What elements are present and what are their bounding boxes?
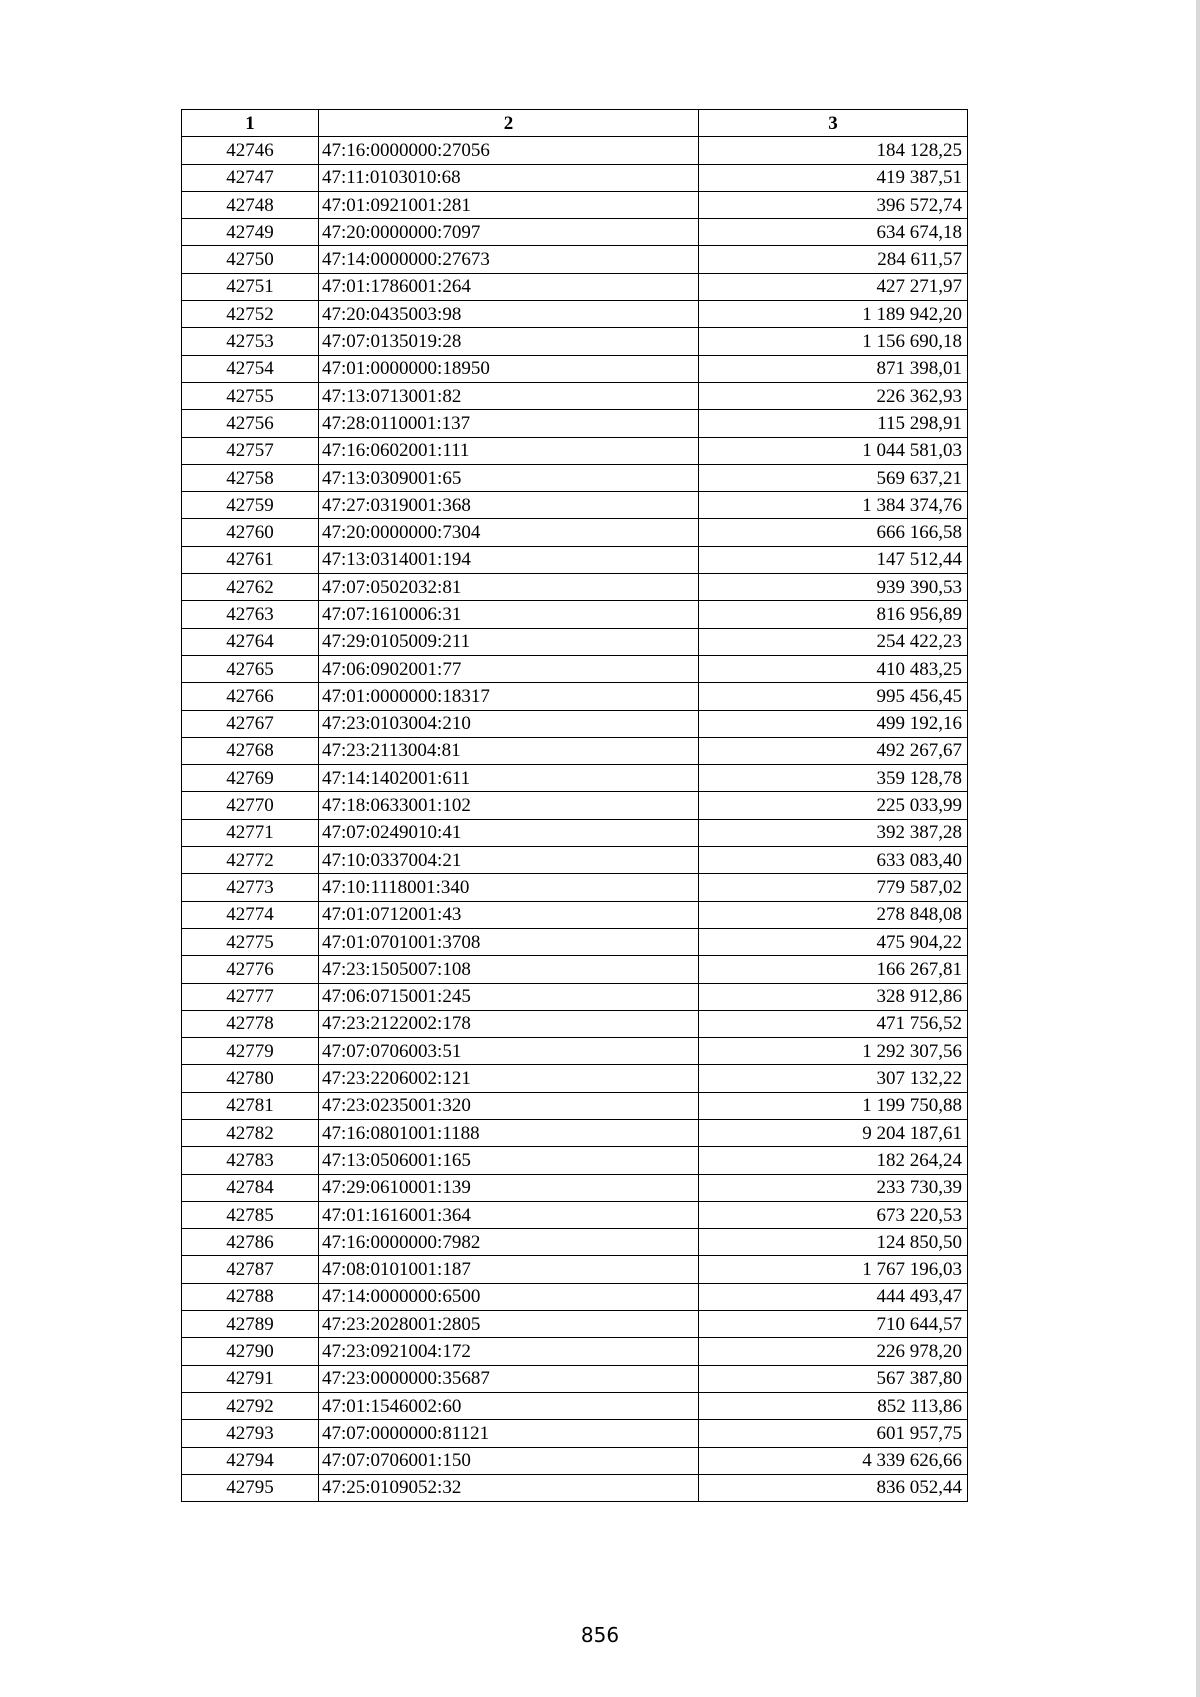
cadastral-value-cell: 1 044 581,03 (699, 437, 968, 464)
table-row (182, 492, 968, 519)
table-row (182, 765, 968, 792)
cadastral-value-cell: 567 387,80 (699, 1365, 968, 1392)
cadastral-value-cell: 444 493,47 (699, 1283, 968, 1310)
table-row (182, 983, 968, 1010)
cadastral-number-cell: 47:23:1505007:108 (319, 956, 699, 983)
cadastral-value-cell: 492 267,67 (699, 737, 968, 764)
table-row (182, 1092, 968, 1119)
cadastral-value-cell: 836 052,44 (699, 1474, 968, 1501)
cadastral-value-cell: 9 204 187,61 (699, 1119, 968, 1146)
cadastral-number-cell: 47:16:0000000:27056 (319, 137, 699, 164)
cadastral-number-cell: 47:14:0000000:6500 (319, 1283, 699, 1310)
table-row (182, 628, 968, 655)
row-number-cell: 42755 (182, 382, 319, 409)
cadastral-value-cell: 1 156 690,18 (699, 328, 968, 355)
row-number-cell: 42773 (182, 874, 319, 901)
table-row (182, 737, 968, 764)
table-header-row (182, 110, 968, 137)
cadastral-number-cell: 47:23:0921004:172 (319, 1338, 699, 1365)
row-number-cell: 42747 (182, 164, 319, 191)
row-number-cell: 42784 (182, 1174, 319, 1201)
row-number-cell: 42759 (182, 492, 319, 519)
cadastral-value-cell: 147 512,44 (699, 546, 968, 573)
table-row (182, 1447, 968, 1474)
table-row (182, 1201, 968, 1228)
cadastral-value-cell: 816 956,89 (699, 601, 968, 628)
cadastral-value-cell: 184 128,25 (699, 137, 968, 164)
table-row (182, 928, 968, 955)
table-row (182, 1119, 968, 1146)
table-row (182, 710, 968, 737)
cadastral-number-cell: 47:07:0249010:41 (319, 819, 699, 846)
row-number-cell: 42762 (182, 574, 319, 601)
cadastral-number-cell: 47:23:2122002:178 (319, 1010, 699, 1037)
row-number-cell: 42751 (182, 273, 319, 300)
table-row (182, 191, 968, 218)
cadastral-value-cell: 633 083,40 (699, 847, 968, 874)
row-number-cell: 42752 (182, 301, 319, 328)
column-header-1: 1 (182, 110, 319, 137)
table-row (182, 328, 968, 355)
row-number-cell: 42763 (182, 601, 319, 628)
row-number-cell: 42786 (182, 1229, 319, 1256)
cadastral-value-cell: 1 189 942,20 (699, 301, 968, 328)
table-row (182, 601, 968, 628)
cadastral-value-cell: 779 587,02 (699, 874, 968, 901)
table-row (182, 792, 968, 819)
cadastral-number-cell: 47:20:0000000:7304 (319, 519, 699, 546)
cadastral-number-cell: 47:01:1786001:264 (319, 273, 699, 300)
row-number-cell: 42772 (182, 847, 319, 874)
table-row (182, 1474, 968, 1501)
cadastral-number-cell: 47:23:0235001:320 (319, 1092, 699, 1119)
cadastral-number-cell: 47:01:0000000:18950 (319, 355, 699, 382)
table-row (182, 1392, 968, 1419)
table-row (182, 464, 968, 491)
row-number-cell: 42748 (182, 191, 319, 218)
table-row (182, 819, 968, 846)
cadastral-number-cell: 47:23:2206002:121 (319, 1065, 699, 1092)
cadastral-number-cell: 47:07:0502032:81 (319, 574, 699, 601)
cadastral-value-cell: 115 298,91 (699, 410, 968, 437)
cadastral-number-cell: 47:29:0610001:139 (319, 1174, 699, 1201)
row-number-cell: 42782 (182, 1119, 319, 1146)
table-row (182, 683, 968, 710)
cadastral-number-cell: 47:14:1402001:611 (319, 765, 699, 792)
cadastral-value-cell: 471 756,52 (699, 1010, 968, 1037)
cadastral-value-cell: 939 390,53 (699, 574, 968, 601)
row-number-cell: 42781 (182, 1092, 319, 1119)
row-number-cell: 42766 (182, 683, 319, 710)
cadastral-number-cell: 47:29:0105009:211 (319, 628, 699, 655)
table-row (182, 382, 968, 409)
row-number-cell: 42791 (182, 1365, 319, 1392)
cadastral-number-cell: 47:01:0701001:3708 (319, 928, 699, 955)
table-row (182, 1256, 968, 1283)
cadastral-value-cell: 4 339 626,66 (699, 1447, 968, 1474)
row-number-cell: 42788 (182, 1283, 319, 1310)
cadastral-number-cell: 47:11:0103010:68 (319, 164, 699, 191)
cadastral-number-cell: 47:13:0506001:165 (319, 1147, 699, 1174)
table-row (182, 956, 968, 983)
cadastral-number-cell: 47:23:0000000:35687 (319, 1365, 699, 1392)
page-number: 856 (580, 1623, 620, 1647)
cadastral-value-cell: 359 128,78 (699, 765, 968, 792)
cadastral-value-cell: 673 220,53 (699, 1201, 968, 1228)
cadastral-number-cell: 47:07:1610006:31 (319, 601, 699, 628)
row-number-cell: 42757 (182, 437, 319, 464)
cadastral-number-cell: 47:13:0309001:65 (319, 464, 699, 491)
cadastral-value-cell: 226 362,93 (699, 382, 968, 409)
table-row (182, 546, 968, 573)
table-body (182, 137, 968, 1502)
row-number-cell: 42785 (182, 1201, 319, 1228)
cadastral-number-cell: 47:01:1546002:60 (319, 1392, 699, 1419)
cadastral-value-cell: 226 978,20 (699, 1338, 968, 1365)
cadastral-value-cell: 666 166,58 (699, 519, 968, 546)
row-number-cell: 42774 (182, 901, 319, 928)
cadastral-value-cell: 852 113,86 (699, 1392, 968, 1419)
cadastral-value-cell: 601 957,75 (699, 1420, 968, 1447)
cadastral-value-cell: 427 271,97 (699, 273, 968, 300)
cadastral-number-cell: 47:18:0633001:102 (319, 792, 699, 819)
row-number-cell: 42761 (182, 546, 319, 573)
cadastral-value-cell: 871 398,01 (699, 355, 968, 382)
row-number-cell: 42783 (182, 1147, 319, 1174)
row-number-cell: 42776 (182, 956, 319, 983)
row-number-cell: 42768 (182, 737, 319, 764)
table-row (182, 1365, 968, 1392)
table-row (182, 1065, 968, 1092)
table-row (182, 137, 968, 164)
table-row (182, 519, 968, 546)
cadastral-value-cell: 1 292 307,56 (699, 1038, 968, 1065)
row-number-cell: 42794 (182, 1447, 319, 1474)
table-row (182, 1147, 968, 1174)
cadastral-number-cell: 47:10:0337004:21 (319, 847, 699, 874)
cadastral-value-cell: 396 572,74 (699, 191, 968, 218)
row-number-cell: 42795 (182, 1474, 319, 1501)
cadastral-number-cell: 47:20:0435003:98 (319, 301, 699, 328)
row-number-cell: 42769 (182, 765, 319, 792)
page-edge-shadow (1196, 0, 1200, 1697)
table-row (182, 1038, 968, 1065)
row-number-cell: 42790 (182, 1338, 319, 1365)
cadastral-value-cell: 307 132,22 (699, 1065, 968, 1092)
cadastral-number-cell: 47:01:0921001:281 (319, 191, 699, 218)
cadastral-value-cell: 419 387,51 (699, 164, 968, 191)
row-number-cell: 42775 (182, 928, 319, 955)
table-row (182, 164, 968, 191)
cadastral-number-cell: 47:07:0706001:150 (319, 1447, 699, 1474)
cadastral-number-cell: 47:13:0713001:82 (319, 382, 699, 409)
row-number-cell: 42793 (182, 1420, 319, 1447)
cadastral-number-cell: 47:13:0314001:194 (319, 546, 699, 573)
table-row (182, 847, 968, 874)
cadastral-number-cell: 47:01:0712001:43 (319, 901, 699, 928)
cadastral-value-cell: 284 611,57 (699, 246, 968, 273)
table-row (182, 1338, 968, 1365)
row-number-cell: 42753 (182, 328, 319, 355)
cadastral-number-cell: 47:16:0602001:111 (319, 437, 699, 464)
table-row (182, 655, 968, 682)
row-number-cell: 42778 (182, 1010, 319, 1037)
cadastral-number-cell: 47:25:0109052:32 (319, 1474, 699, 1501)
cadastral-value-cell: 166 267,81 (699, 956, 968, 983)
cadastral-number-cell: 47:20:0000000:7097 (319, 219, 699, 246)
table-row (182, 874, 968, 901)
row-number-cell: 42780 (182, 1065, 319, 1092)
row-number-cell: 42787 (182, 1256, 319, 1283)
table-row (182, 1311, 968, 1338)
cadastral-number-cell: 47:07:0000000:81121 (319, 1420, 699, 1447)
cadastral-value-cell: 710 644,57 (699, 1311, 968, 1338)
cadastral-number-cell: 47:07:0706003:51 (319, 1038, 699, 1065)
cadastral-value-cell: 1 767 196,03 (699, 1256, 968, 1283)
cadastral-value-cell: 634 674,18 (699, 219, 968, 246)
cadastral-value-cell: 254 422,23 (699, 628, 968, 655)
cadastral-value-cell: 392 387,28 (699, 819, 968, 846)
cadastral-value-cell: 328 912,86 (699, 983, 968, 1010)
cadastral-value-cell: 410 483,25 (699, 655, 968, 682)
cadastral-number-cell: 47:06:0715001:245 (319, 983, 699, 1010)
row-number-cell: 42779 (182, 1038, 319, 1065)
cadastral-value-table (181, 109, 968, 1502)
row-number-cell: 42764 (182, 628, 319, 655)
cadastral-value-cell: 182 264,24 (699, 1147, 968, 1174)
row-number-cell: 42760 (182, 519, 319, 546)
cadastral-value-cell: 225 033,99 (699, 792, 968, 819)
table-row (182, 355, 968, 382)
cadastral-number-cell: 47:01:1616001:364 (319, 1201, 699, 1228)
cadastral-number-cell: 47:14:0000000:27673 (319, 246, 699, 273)
row-number-cell: 42771 (182, 819, 319, 846)
table-row (182, 1420, 968, 1447)
cadastral-number-cell: 47:23:2113004:81 (319, 737, 699, 764)
row-number-cell: 42756 (182, 410, 319, 437)
table-row (182, 246, 968, 273)
row-number-cell: 42789 (182, 1311, 319, 1338)
table-row (182, 901, 968, 928)
row-number-cell: 42765 (182, 655, 319, 682)
cadastral-value-cell: 569 637,21 (699, 464, 968, 491)
table-row (182, 574, 968, 601)
cadastral-number-cell: 47:06:0902001:77 (319, 655, 699, 682)
cadastral-number-cell: 47:23:0103004:210 (319, 710, 699, 737)
row-number-cell: 42767 (182, 710, 319, 737)
cadastral-value-cell: 1 199 750,88 (699, 1092, 968, 1119)
cadastral-number-cell: 47:27:0319001:368 (319, 492, 699, 519)
cadastral-value-cell: 1 384 374,76 (699, 492, 968, 519)
row-number-cell: 42758 (182, 464, 319, 491)
table-row (182, 1010, 968, 1037)
row-number-cell: 42770 (182, 792, 319, 819)
cadastral-value-cell: 499 192,16 (699, 710, 968, 737)
table-row (182, 301, 968, 328)
row-number-cell: 42746 (182, 137, 319, 164)
table-row (182, 437, 968, 464)
cadastral-number-cell: 47:10:1118001:340 (319, 874, 699, 901)
cadastral-number-cell: 47:23:2028001:2805 (319, 1311, 699, 1338)
row-number-cell: 42754 (182, 355, 319, 382)
cadastral-number-cell: 47:08:0101001:187 (319, 1256, 699, 1283)
cadastral-number-cell: 47:16:0801001:1188 (319, 1119, 699, 1146)
column-header-3: 3 (699, 110, 968, 137)
row-number-cell: 42777 (182, 983, 319, 1010)
table-row (182, 219, 968, 246)
row-number-cell: 42750 (182, 246, 319, 273)
row-number-cell: 42792 (182, 1392, 319, 1419)
table-row (182, 1283, 968, 1310)
table-row (182, 1229, 968, 1256)
cadastral-number-cell: 47:07:0135019:28 (319, 328, 699, 355)
cadastral-value-cell: 233 730,39 (699, 1174, 968, 1201)
column-header-2: 2 (319, 110, 699, 137)
row-number-cell: 42749 (182, 219, 319, 246)
cadastral-value-cell: 475 904,22 (699, 928, 968, 955)
cadastral-number-cell: 47:01:0000000:18317 (319, 683, 699, 710)
table-row (182, 1174, 968, 1201)
cadastral-value-cell: 995 456,45 (699, 683, 968, 710)
table-row (182, 273, 968, 300)
cadastral-number-cell: 47:16:0000000:7982 (319, 1229, 699, 1256)
cadastral-number-cell: 47:28:0110001:137 (319, 410, 699, 437)
cadastral-value-cell: 278 848,08 (699, 901, 968, 928)
cadastral-value-cell: 124 850,50 (699, 1229, 968, 1256)
table-row (182, 410, 968, 437)
